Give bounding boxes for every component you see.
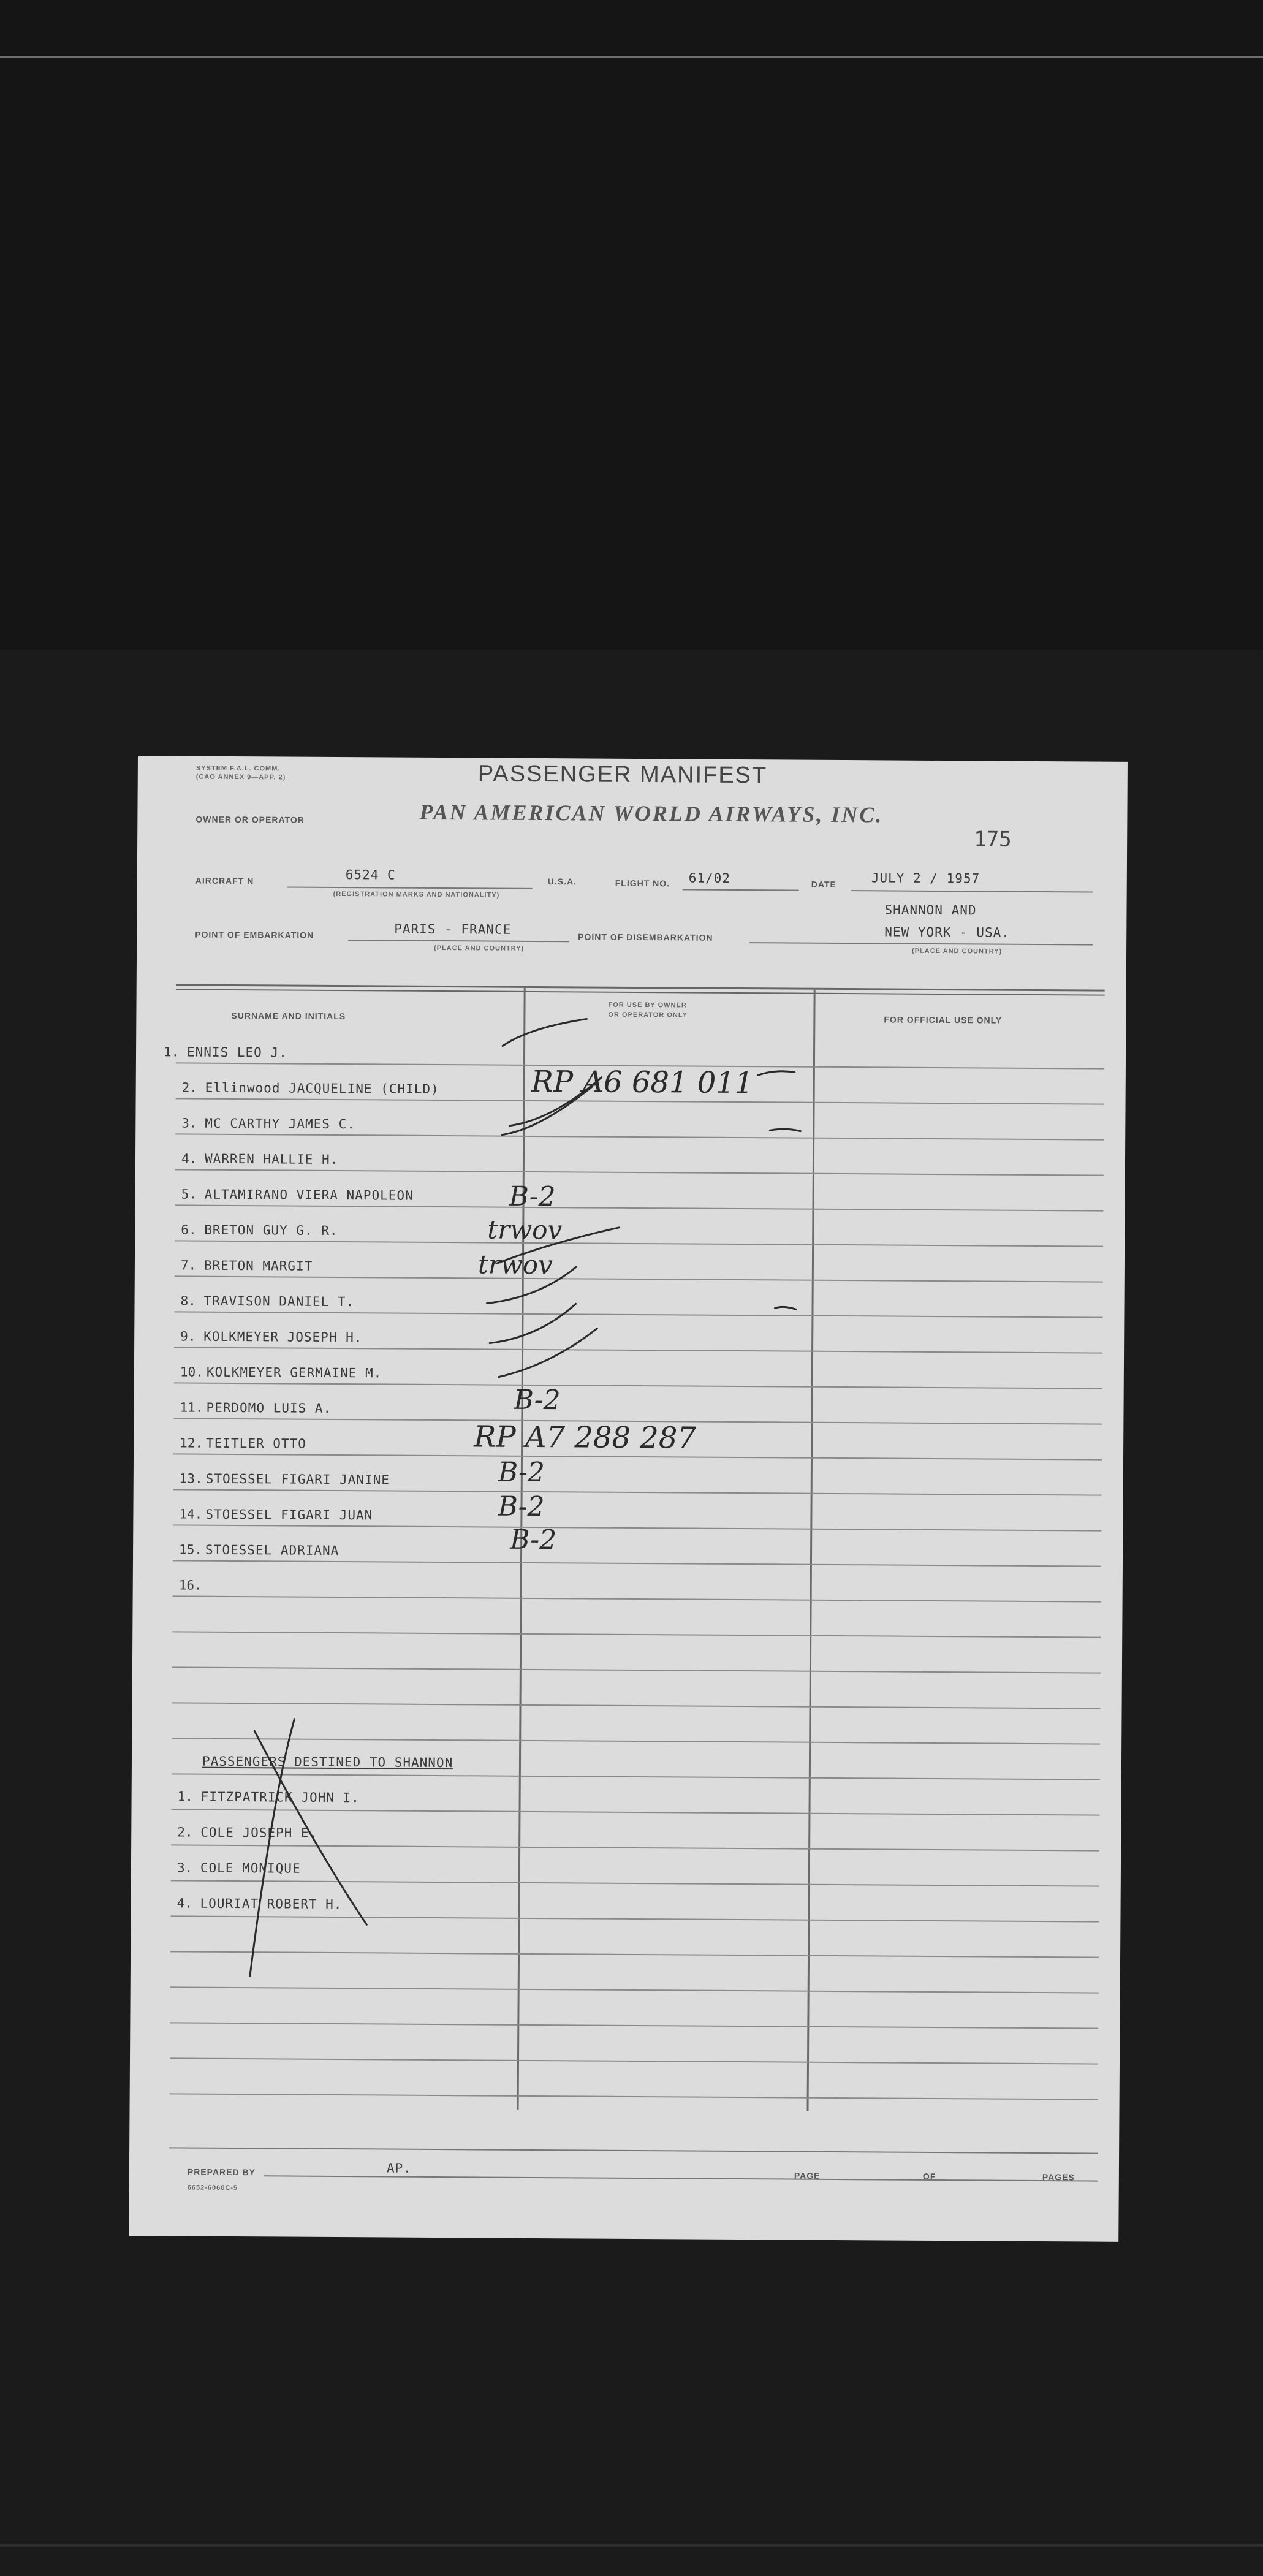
ruled-line [172, 1666, 1101, 1673]
row-number-2: 2. [181, 1080, 198, 1095]
scanner-edge-line [0, 56, 1263, 58]
passenger-name-14: STOESSEL FIGARI JUAN [205, 1506, 373, 1523]
airline-name: PAN AMERICAN WORLD AIRWAYS, INC. [419, 799, 884, 827]
row-number-7: 7. [180, 1258, 197, 1273]
handwritten-row-7: trwov [477, 1249, 553, 1280]
flight-label: FLIGHT NO. [615, 878, 670, 889]
column-header-official: FOR OFFICIAL USE ONLY [884, 1014, 1003, 1025]
page-number: 175 [974, 827, 1012, 852]
margin-scribble-3 [775, 1307, 797, 1309]
ruled-line [173, 1595, 1101, 1602]
column-divider-2 [807, 990, 816, 2111]
scanner-bottom-edge [0, 2544, 1263, 2547]
handwritten-row-6: trwov [487, 1214, 563, 1245]
ruled-line [172, 1631, 1101, 1638]
check-mark-row-1 [503, 1019, 586, 1047]
handwritten-row-5: B-2 [509, 1180, 556, 1213]
prepared-by-value: AP. [386, 2160, 412, 2176]
row-number-5: 5. [181, 1187, 197, 1202]
ruled-line [174, 1382, 1102, 1389]
row-number-14: 14. [179, 1506, 203, 1522]
ruled-line [172, 1738, 1100, 1744]
shannon-number-3: 3. [176, 1860, 193, 1875]
handwritten-row-2: RP A6 681 011 [531, 1064, 754, 1101]
handwritten-row-15: B-2 [510, 1524, 557, 1556]
ruled-line [175, 1275, 1103, 1282]
passenger-name-11: PERDOMO LUIS A. [206, 1400, 332, 1416]
aircraft-caption: (REGISTRATION MARKS AND NATIONALITY) [333, 890, 500, 899]
aircraft-value: 6524 C [345, 867, 396, 883]
ruled-line [173, 1524, 1101, 1531]
row-number-12: 12. [180, 1435, 203, 1451]
shannon-name-4: LOURIAT ROBERT H. [200, 1896, 343, 1912]
date-label: DATE [811, 879, 836, 889]
handwritten-row-14: B-2 [498, 1491, 545, 1523]
ruled-line [172, 1702, 1101, 1709]
passenger-name-1: ENNIS LEO J. [186, 1044, 287, 1060]
system-note-1: SYSTEM F.A.L. COMM. [195, 764, 281, 773]
row-number-3: 3. [181, 1115, 197, 1131]
form-code: 6652-6060C-5 [187, 2184, 238, 2192]
column-header-surname: SURNAME AND INITIALS [231, 1010, 346, 1022]
handwritten-pen-marks [129, 756, 1128, 2242]
handwritten-row-11: B-2 [514, 1384, 561, 1416]
ruled-line [170, 2093, 1098, 2100]
shannon-number-2: 2. [177, 1825, 193, 1840]
ruled-line [173, 1560, 1101, 1567]
ruled-line [170, 1951, 1099, 1958]
ruled-line [173, 1489, 1102, 1495]
passenger-name-9: KOLKMEYER JOSEPH H. [203, 1329, 363, 1345]
disembarkation-caption: (PLACE AND COUNTRY) [912, 947, 1003, 956]
ruled-line [172, 1773, 1100, 1780]
pages-label: PAGES [1042, 2172, 1075, 2183]
row-number-9: 9. [180, 1329, 196, 1344]
passenger-name-13: STOESSEL FIGARI JANINE [205, 1471, 390, 1487]
margin-scribble-2 [770, 1129, 800, 1131]
shannon-heading: PASSENGERS DESTINED TO SHANNON [202, 1753, 453, 1771]
row-number-6: 6. [181, 1222, 197, 1237]
disembarkation-value-2: NEW YORK - USA. [884, 924, 1010, 940]
scanner-background-top [0, 0, 1263, 650]
passenger-name-2: Ellinwood JACQUELINE (CHILD) [205, 1080, 439, 1097]
manifest-sheet [129, 756, 1128, 2242]
row-number-8: 8. [180, 1293, 196, 1309]
passenger-name-4: WARREN HALLIE H. [204, 1151, 339, 1168]
prepared-by-label: PREPARED BY [187, 2167, 256, 2178]
shannon-number-1: 1. [177, 1789, 193, 1804]
row-number-11: 11. [180, 1400, 203, 1415]
embarkation-value: PARIS - FRANCE [394, 921, 512, 937]
passenger-name-8: TRAVISON DANIEL T. [203, 1293, 355, 1310]
handwritten-row-12: RP A7 288 287 [474, 1419, 697, 1456]
ruled-line [175, 1133, 1104, 1140]
row-number-10: 10. [180, 1364, 203, 1380]
embarkation-caption: (PLACE AND COUNTRY) [434, 944, 525, 952]
check-mark-row-9b [490, 1304, 575, 1344]
row-number-4: 4. [181, 1151, 197, 1166]
flight-value: 61/02 [688, 870, 731, 886]
shannon-name-2: COLE JOSEPH E. [200, 1825, 318, 1841]
row-number-16: 16. [178, 1578, 202, 1593]
passenger-name-3: MC CARTHY JAMES C. [205, 1115, 355, 1132]
passenger-name-12: TEITLER OTTO [206, 1435, 306, 1451]
shannon-name-1: FITZPATRICK JOHN I. [200, 1789, 360, 1806]
shannon-name-3: COLE MONIQUE [200, 1860, 301, 1876]
manifest-title: PASSENGER MANIFEST [477, 761, 768, 789]
usa-label: U.S.A. [547, 876, 577, 887]
ruled-line [170, 1986, 1099, 1993]
passenger-name-7: BRETON MARGIT [203, 1258, 313, 1274]
column-header-owner-1: FOR USE BY OWNER [608, 1001, 687, 1009]
column-header-owner-2: OR OPERATOR ONLY [608, 1011, 688, 1019]
ruled-line [171, 1809, 1099, 1815]
ruled-line [175, 1204, 1104, 1211]
aircraft-label: AIRCRAFT N [195, 875, 254, 886]
ruled-line [175, 1240, 1103, 1247]
ruled-line [171, 1844, 1099, 1851]
row-number-13: 13. [179, 1471, 203, 1486]
ruled-line [171, 1880, 1099, 1886]
ruled-line [170, 2057, 1098, 2064]
ruled-line [174, 1347, 1102, 1353]
check-mark-row-10 [499, 1328, 597, 1378]
owner-label: OWNER OR OPERATOR [195, 814, 305, 825]
margin-scribble-1 [758, 1071, 795, 1076]
ruled-line [175, 1169, 1104, 1176]
page-label: PAGE [794, 2170, 821, 2181]
handwritten-row-13: B-2 [498, 1456, 545, 1489]
disembarkation-value-1: SHANNON AND [884, 902, 977, 918]
ruled-line [170, 2022, 1098, 2029]
ruled-line [170, 1915, 1099, 1922]
of-label: OF [922, 2171, 936, 2181]
passenger-name-15: STOESSEL ADRIANA [205, 1542, 339, 1559]
passenger-name-6: BRETON GUY G. R. [204, 1222, 338, 1239]
disembarkation-label: POINT OF DISEMBARKATION [578, 932, 713, 943]
row-number-1: 1. [163, 1044, 180, 1060]
passenger-name-10: KOLKMEYER GERMAINE M. [206, 1364, 382, 1381]
ruled-line [174, 1311, 1102, 1318]
row-number-15: 15. [179, 1542, 203, 1557]
date-value: JULY 2 / 1957 [871, 870, 980, 886]
embarkation-label: POINT OF EMBARKATION [195, 929, 314, 940]
system-note-2: (CAO ANNEX 9—APP. 2) [195, 773, 286, 781]
passenger-name-5: ALTAMIRANO VIERA NAPOLEON [204, 1187, 414, 1203]
shannon-number-4: 4. [176, 1896, 192, 1911]
